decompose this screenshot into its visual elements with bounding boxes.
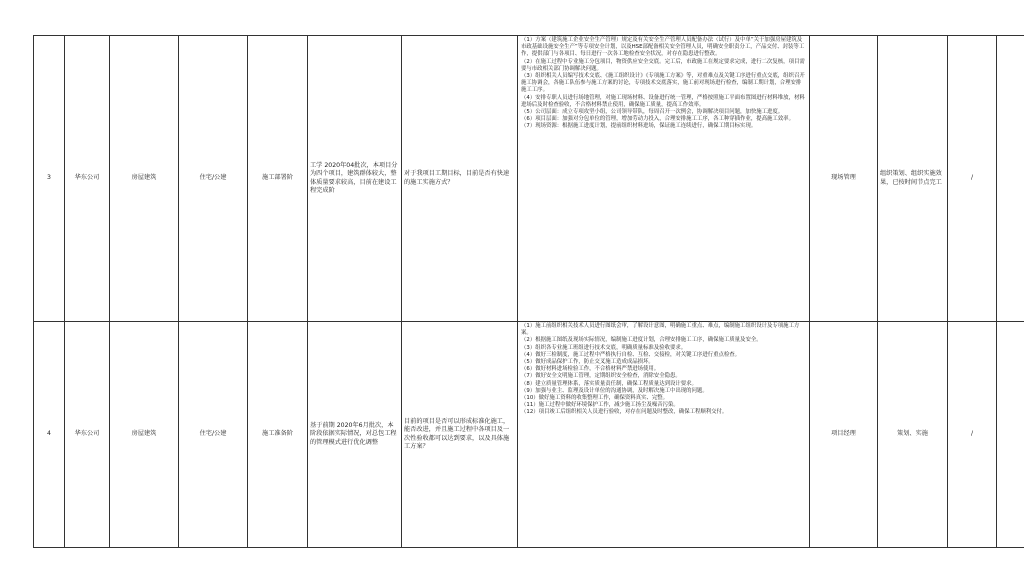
data-table (33, 35, 1024, 548)
answer-paragraph: （4）做好三检制度，施工过程中严格执行自检、互检、交接检，对关键工序进行重点检查。 (521, 351, 741, 358)
answer-paragraph: （6）项目层面：加强对分包单位的管理，增加劳动力投入，合理安排施工工序，各工种穿插作业，提高施工效率。 (521, 116, 794, 123)
empty-cell (997, 322, 1024, 548)
answer-paragraph: （3）组织各专业施工班组进行技术交底，明确质量标准及验收要求。 (521, 344, 687, 351)
row-number: 3 (34, 36, 65, 322)
answer-paragraph: （1）方案（建筑施工企业安全生产管理）规定及有关安全生产管理人员配备办法（试行）及中单“关于加强房屋建筑及市政基础设施安全生产”等专项安全计划，以及HSE部配备相关安全管理人员，明确安全职责分工，产品交付、封装等工作，提供部门与各项目、每日进行一次各工地检查安全状况，对存在隐患进行整改。 (521, 37, 805, 58)
row-number: 4 (34, 322, 65, 548)
company-cell: 华东公司 (65, 36, 110, 322)
result-cell: 策划、实施 (878, 322, 948, 548)
answer-paragraph: （4）安排专职人员进行场地管理，对施工现场材料、设备进行统一管理，严格按照施工平面布置图进行材料堆放，材料进场后及时检查验收，不合格材料禁止使用，确保施工质量，提高工作效率。 (521, 94, 805, 108)
table-row (34, 322, 1024, 548)
answer-paragraph: （5）做好成品保护工作，防止交叉施工造成成品损坏。 (521, 359, 654, 366)
answer-paragraph: （3）组织相关人员编写技术交底、《施工组织设计》《专项施工方案》等，对重难点及关键工序进行重点交底，组织召开施工协调会，各施工队伍参与施工方案的讨论，专项技术交底落实，施工前对现场进行检查，编制工期计划，合理安排施工工序。 (521, 73, 805, 94)
answer-paragraph: （6）做好材料进场检验工作，不合格材料严禁进场使用。 (521, 366, 660, 373)
answer-cell (518, 322, 810, 548)
stage-cell: 施工部署阶 (248, 36, 308, 322)
result-cell: 组织策划、组织实施效果，已按时间节点完工 (878, 36, 948, 322)
question-cell: 目前的项目是否可以形成标准化施工，能否改进，并且施工过程中各项目及一次性验收都可以达到要求，以及具体施工方案？ (402, 322, 518, 548)
type-cell: 房屋建筑 (110, 322, 179, 548)
answer-cell (518, 36, 810, 322)
answer-paragraph: （2）根据施工图纸及现场实际情况，编制施工进度计划，合理安排施工工序，确保施工质量及安全。 (521, 337, 762, 344)
answer-paragraph: （5）公司层面：成立专项攻坚小组，公司领导带队，每周召开一次例会，协调解决项目问题，加快施工进度。 (521, 109, 784, 116)
question-cell: 对于我项目工期目标，目前是否有快速的施工实施方式？ (402, 36, 518, 322)
answer-paragraph: （12）项目竣工后组织相关人员进行验收，对存在问题及时整改，确保工程顺利交付。 (521, 409, 728, 416)
remark-cell: / (948, 322, 997, 548)
table-row (34, 36, 1024, 322)
empty-cell (997, 36, 1024, 322)
answer-paragraph: （11）施工过程中做好环境保护工作，减少施工扬尘及噪音污染。 (521, 402, 679, 409)
type-cell: 房屋建筑 (110, 36, 179, 322)
subtype-cell: 住宅/公建 (179, 322, 248, 548)
answer-paragraph: （7）做好安全文明施工管理，定期组织安全检查，消除安全隐患。 (521, 373, 681, 380)
background-cell: 基于前期 2020年6月批次，本阶段依据实际情况，对总包工程的管理模式进行优化调整 (308, 322, 402, 548)
method-cell: 项目经理 (810, 322, 878, 548)
answer-paragraph: （8）建立质量管理体系，落实质量责任制，确保工程质量达到设计要求。 (521, 380, 697, 387)
answer-paragraph: （2）在施工过程中专业施工分包项目，物资供应安全交底。完工后，市政施工在规定要求完成，进行二次复核，项目需要与市政相关部门协调解决问题。 (521, 58, 805, 72)
answer-paragraph: （7）现场资源：根据施工进度计划，提前组织材料进场，保证施工连续进行，确保工期目标实现。 (521, 123, 757, 130)
answer-paragraph: （10）做好施工资料的收集整理工作，确保资料真实、完整。 (521, 395, 669, 402)
background-cell: 工学 2020年04批次，本项目分为四个项目，建筑群体较大，整体质量要求较高，目前在建设工程完成阶 (308, 36, 402, 322)
remark-cell: / (948, 36, 997, 322)
method-cell: 现场管理 (810, 36, 878, 322)
answer-paragraph: （1）施工前组织相关技术人员进行图纸会审，了解设计意图，明确施工重点、难点，编制施工组织设计及专项施工方案。 (521, 323, 800, 337)
subtype-cell: 住宅/公建 (179, 36, 248, 322)
stage-cell: 施工准备阶 (248, 322, 308, 548)
company-cell: 华东公司 (65, 322, 110, 548)
answer-paragraph: （9）加强与业主、监理及设计单位的沟通协调，及时解决施工中出现的问题。 (521, 387, 708, 394)
